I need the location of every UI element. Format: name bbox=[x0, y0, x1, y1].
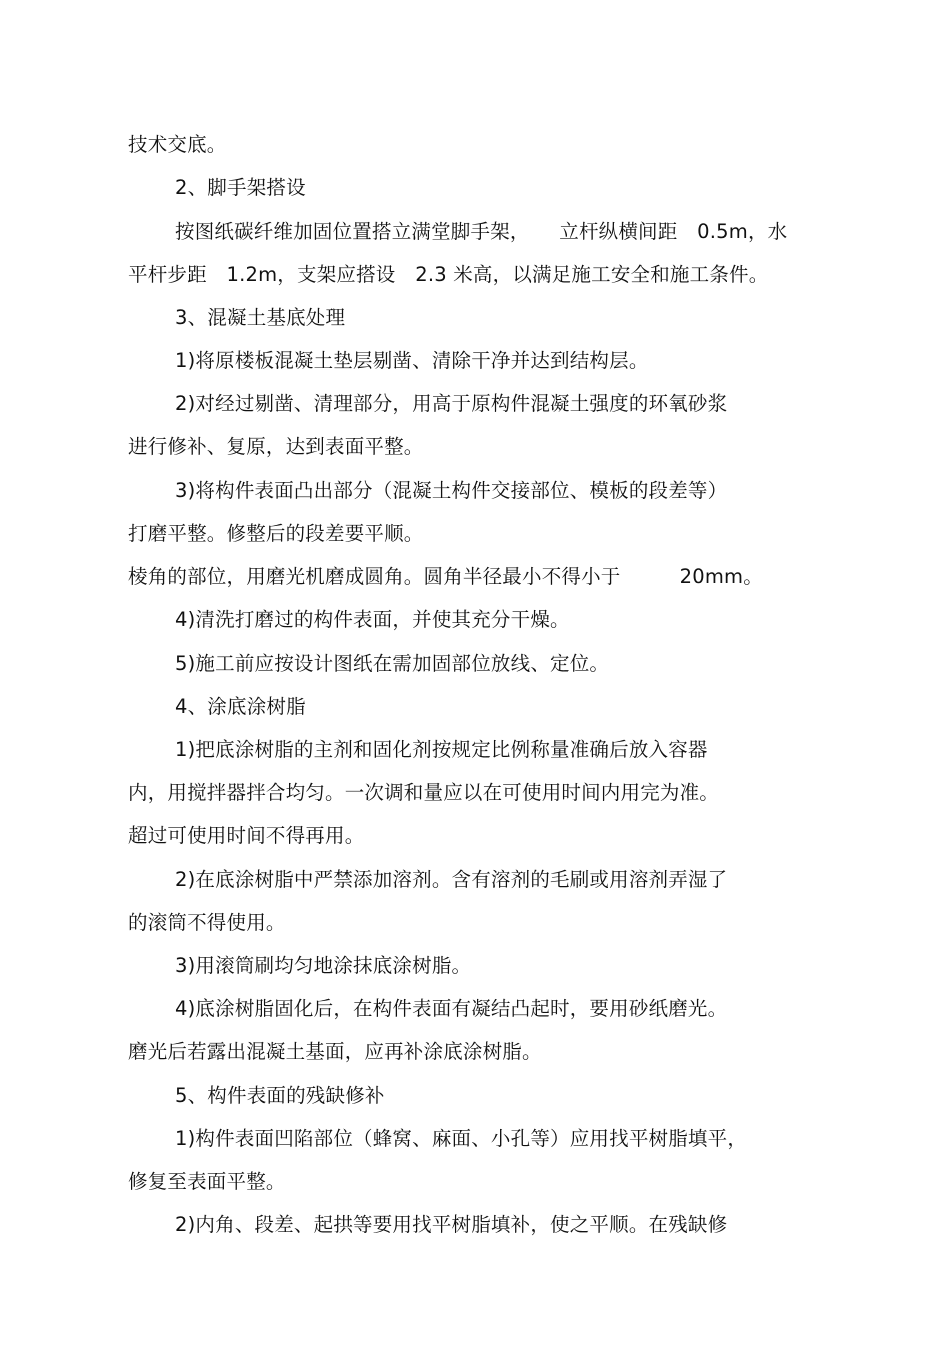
text-line: 打磨平整。修整后的段差要平顺。 bbox=[128, 522, 424, 545]
text-line: 5)施工前应按设计图纸在需加固部位放线、定位。 bbox=[175, 652, 610, 675]
text-line: 平杆步距 1.2m，支架应搭设 2.3 米高，以满足施工安全和施工条件。 bbox=[128, 263, 769, 286]
text-line: 修复至表面平整。 bbox=[128, 1170, 286, 1193]
text-line: 进行修补、复原，达到表面平整。 bbox=[128, 435, 424, 458]
text-line: 内，用搅拌器拌合均匀。一次调和量应以在可使用时间内用完为准。 bbox=[128, 781, 720, 804]
section-heading: 2、脚手架搭设 bbox=[175, 176, 306, 199]
text-line: 磨光后若露出混凝土基面，应再补涂底涂树脂。 bbox=[128, 1040, 542, 1063]
text-line: 超过可使用时间不得再用。 bbox=[128, 824, 365, 847]
text-line: 3)用滚筒刷均匀地涂抹底涂树脂。 bbox=[175, 954, 472, 977]
text-line: 4)底涂树脂固化后，在构件表面有凝结凸起时，要用砂纸磨光。 bbox=[175, 997, 728, 1020]
text-line: 3)将构件表面凸出部分（混凝土构件交接部位、模板的段差等） bbox=[175, 479, 728, 502]
text-line: 2)在底涂树脂中严禁添加溶剂。含有溶剂的毛刷或用溶剂弄湿了 bbox=[175, 868, 728, 891]
text-line: 1)构件表面凹陷部位（蜂窝、麻面、小孔等）应用找平树脂填平， bbox=[175, 1127, 748, 1150]
text-line: 按图纸碳纤维加固位置搭立满堂脚手架， 立杆纵横间距 0.5m，水 bbox=[175, 220, 788, 243]
text-line: 棱角的部位，用磨光机磨成圆角。圆角半径最小不得小于 20mm。 bbox=[128, 565, 763, 588]
text-line: 2)内角、段差、起拱等要用找平树脂填补，使之平顺。在残缺修 bbox=[175, 1213, 728, 1236]
text-line: 4)清洗打磨过的构件表面，并使其充分干燥。 bbox=[175, 608, 570, 631]
text-line: 的滚筒不得使用。 bbox=[128, 911, 286, 934]
section-heading: 3、混凝土基底处理 bbox=[175, 306, 346, 329]
text-line: 1)将原楼板混凝土垫层剔凿、清除干净并达到结构层。 bbox=[175, 349, 649, 372]
section-heading: 5、构件表面的残缺修补 bbox=[175, 1084, 385, 1107]
text-line: 2)对经过剔凿、清理部分，用高于原构件混凝土强度的环氧砂浆 bbox=[175, 392, 728, 415]
text-line: 技术交底。 bbox=[128, 133, 227, 156]
text-line: 1)把底涂树脂的主剂和固化剂按规定比例称量准确后放入容器 bbox=[175, 738, 708, 761]
section-heading: 4、涂底涂树脂 bbox=[175, 695, 306, 718]
